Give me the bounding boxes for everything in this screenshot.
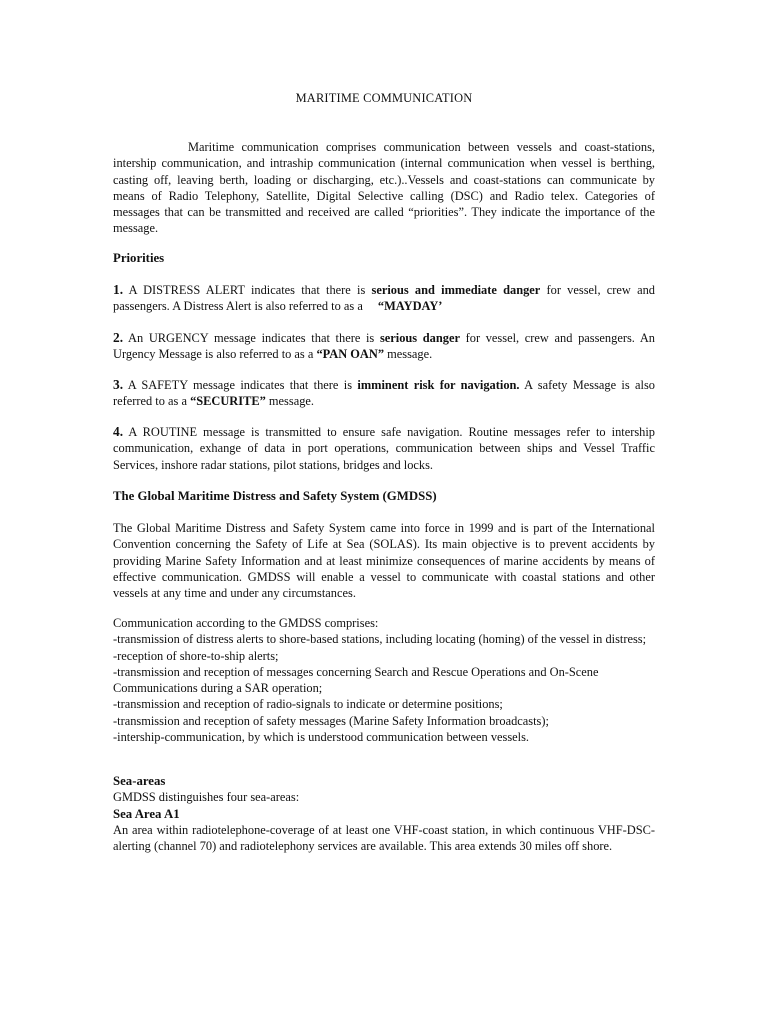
priority-2-text-a: An URGENCY message indicates that there is xyxy=(123,331,380,345)
comm-line-intro: Communication according to the GMDSS comprises: xyxy=(113,616,379,630)
gmdss-paragraph: The Global Maritime Distress and Safety System came into force in 1999 and is part of the International Convention concerning the Safety of Life at Sea (SOLAS). Its main objective is to prevent accidents by providing Marine Safety Information and at least minimize consequences of marine accidents by means of effective communication. GMDSS will enable a vessel to communicate with coastal stations and other vessels at any time and under any circumstances. xyxy=(113,521,655,601)
priority-2-text-e: message. xyxy=(384,347,433,362)
priority-2-codeword: “PAN OAN” xyxy=(316,347,385,362)
priority-1-emphasis: serious and immediate danger xyxy=(371,283,541,297)
priority-4-text: A ROUTINE message is transmitted to ensure safe navigation. Routine messages refer to intership communication, exhange of data in port operations, communication between ships and Vessel Traffic Services, inshore radar stations, pilot stations, bridges and locks. xyxy=(113,425,655,472)
sea-area-a1-heading: Sea Area A1 xyxy=(113,807,180,821)
priority-3-text-c: A safety Message is also referred to as a xyxy=(113,378,656,409)
priority-1-paragraph xyxy=(113,282,655,315)
document-title: MARITIME COMMUNICATION xyxy=(295,91,473,105)
comm-list-item: -reception of shore-to-ship alerts; xyxy=(113,648,279,663)
sea-area-a1-paragraph: An area within radiotelephone-coverage of at least one VHF-coast station, in which continuous VHF-DSC-alerting (channel 70) and radiotelephony services are available. This area extends 30 miles off shore. xyxy=(113,823,655,854)
sea-areas-heading: Sea-areas xyxy=(113,774,166,788)
priority-3-number: 3. xyxy=(113,377,124,392)
priority-1-text-c: for vessel, crew and passengers. A Distress Alert is also referred to as a xyxy=(113,283,655,314)
priorities-heading: Priorities xyxy=(113,251,165,265)
priority-3-paragraph xyxy=(113,377,655,410)
gmdss-heading: The Global Maritime Distress and Safety System (GMDSS) xyxy=(113,489,437,503)
priority-3-text-a: A SAFETY message indicates that there is xyxy=(123,378,358,392)
comm-list-item: -transmission and reception of radio-signals to indicate or determine positions; xyxy=(113,697,503,712)
priority-2-number: 2. xyxy=(113,330,124,345)
priority-4-number: 4. xyxy=(113,424,124,439)
priority-1-codeword: “MAYDAY’ xyxy=(377,299,443,314)
comm-list-item: -transmission of distress alerts to shore-based stations, including locating (homing) of the vessel in distress; xyxy=(113,632,647,647)
priority-4-paragraph xyxy=(113,424,655,473)
priority-2-paragraph xyxy=(113,330,655,363)
priority-3-text-e: message. xyxy=(265,394,314,409)
comm-list-item: -transmission and reception of safety messages (Marine Safety Information broadcasts); xyxy=(113,713,549,728)
priority-2-emphasis: serious danger xyxy=(379,331,460,345)
sea-areas-text: GMDSS distinguishes four sea-areas: xyxy=(113,790,300,804)
priority-3-emphasis: imminent risk for navigation. xyxy=(357,378,520,392)
priority-1-text-a: A DISTRESS ALERT indicates that there is xyxy=(123,283,372,297)
priority-1-number: 1. xyxy=(113,282,124,297)
priority-3-codeword: “SECURITE” xyxy=(190,394,266,409)
gmdss-communication-list xyxy=(113,615,655,745)
priority-2-text-c: for vessel, crew and passengers. An Urgency Message is also referred to as a xyxy=(113,331,655,362)
comm-list-item: -intership-communication, by which is understood communication between vessels. xyxy=(113,730,530,745)
comm-list-item: -transmission and reception of messages concerning Search and Rescue Operations and On-Scene Communications during a SAR operation; xyxy=(113,664,599,696)
intro-paragraph: Maritime communication comprises communication between vessels and coast-stations, intership communication, and intraship communication (internal communication when vessel is berthing, casting off, leaving berth, loading or discharging, etc.)..Vessels and coast-stations can communicate by means of Radio Telephony, Satellite, Digital Selective calling (DSC) and Radio telex. Categories of messages that can be transmitted and received are called “priorities”. They indicate the importance of the message. xyxy=(113,140,655,236)
